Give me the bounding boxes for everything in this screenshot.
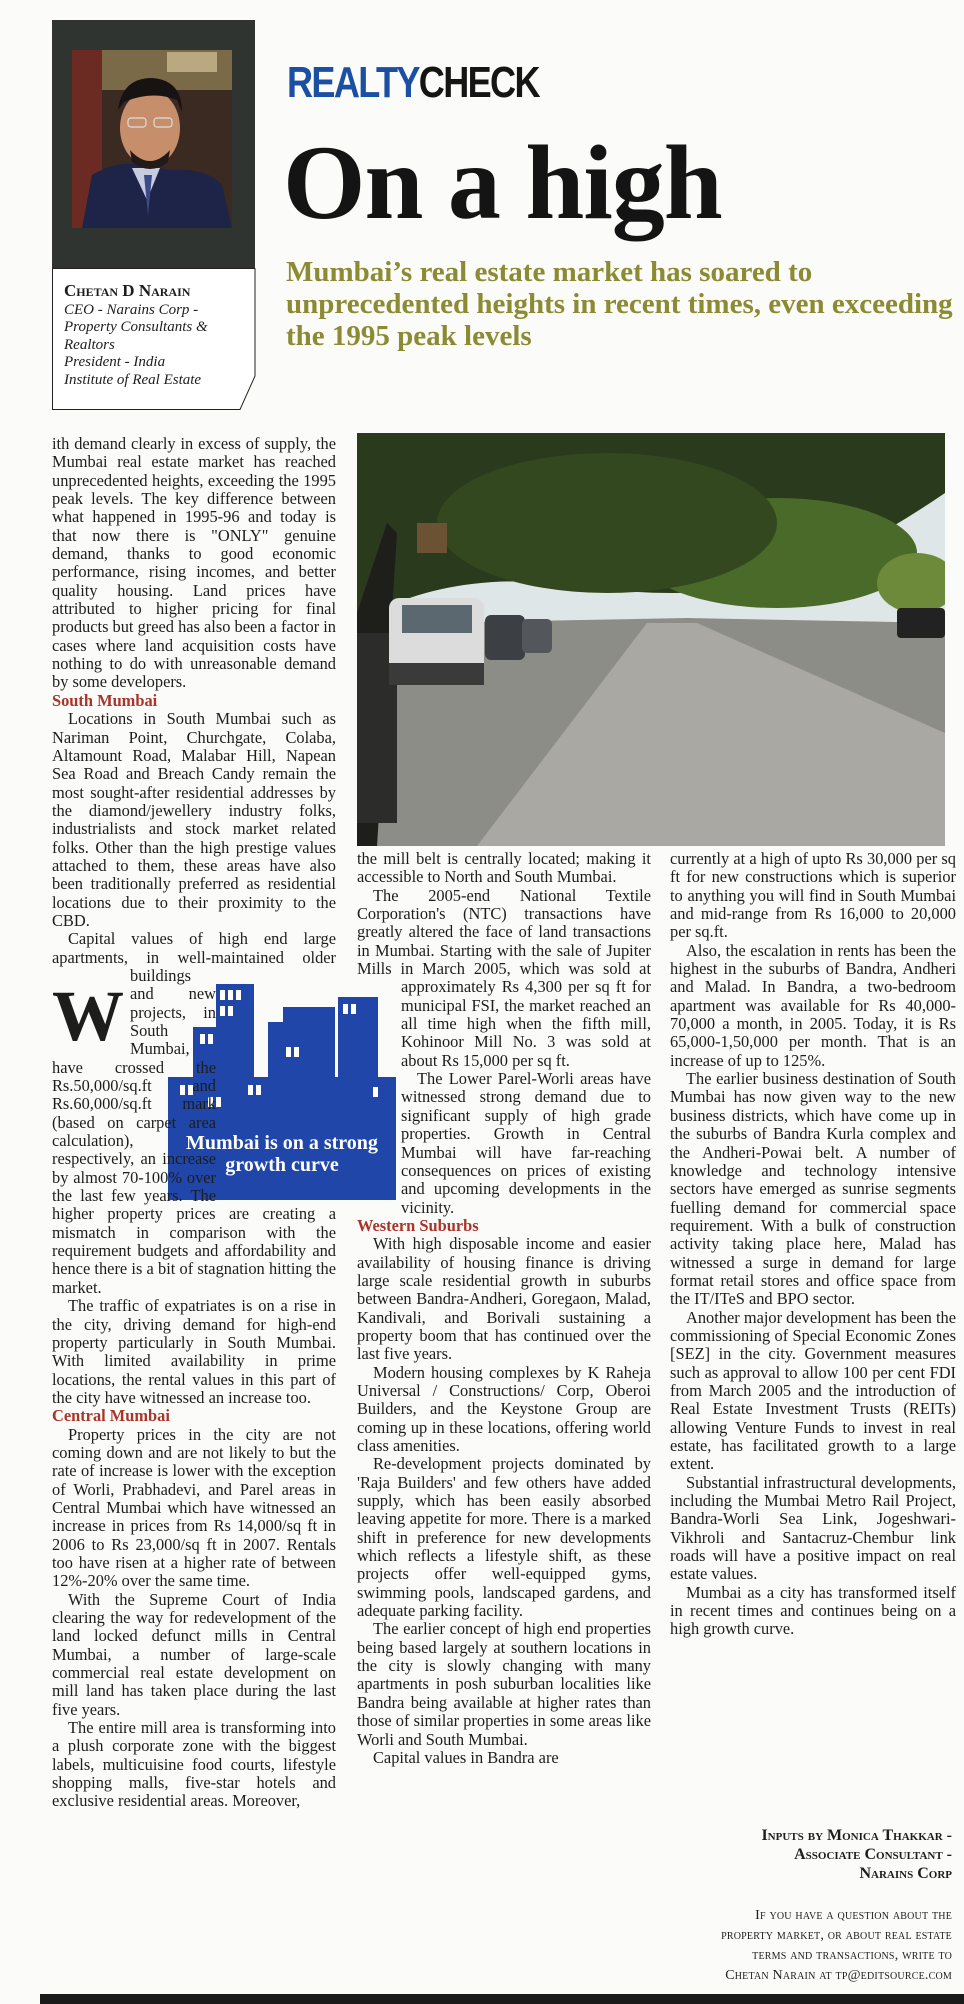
paragraph: The earlier concept of high end properties being based largely at southern locations in the city is slowly changing with many apartments in posh suburban localities like Bandra being available at higher rates than those of similar properties in some areas like Worli and South Mumbai. [357, 1619, 651, 1749]
subhead-central-mumbai: Central Mumbai [52, 1406, 170, 1426]
paragraph: Also, the escalation in rents has been the highest in the suburbs of Bandra, Andheri and Malad. In Bandra, a two-bedroom apartment was available for Rs 40,000- 70,000 a month, in 2005. Today, it is Rs 65,000-1,50,000 per month. That is an increase of up to 125%. [670, 940, 956, 1070]
credit-line: Narains Corp [859, 1865, 952, 1882]
kicker-check: CHECK [418, 58, 539, 107]
contact-line: terms and transactions, write to [752, 1948, 952, 1963]
author-caption [52, 268, 255, 410]
paragraph: With the Supreme Court of India clearing the way for redevelopment of the land locked defunct mills in Central Mumbai, a number of large-scale commercial real estate development on mill land has taken place during the last five years. [52, 1589, 336, 1719]
paragraph: The Lower Parel-Worli areas have witnessed strong demand due to significant supply of high grade properties. Growth in Central Mumbai will have far-reaching consequences on prices of existing and upcoming developments in the vicinity. [401, 1069, 651, 1217]
author-name: Chetan D Narain [64, 281, 191, 300]
paragraph: the mill belt is centrally located; making it accessible to North and South Mumbai. [357, 849, 651, 887]
subhead-south-mumbai: South Mumbai [52, 690, 158, 710]
callout-text: Mumbai is on a strong growth curve [186, 1132, 378, 1176]
inputs-credit [670, 1826, 952, 1883]
paragraph: With high disposable income and easier availability of housing finance is driving large scale residential growth in suburbs between Bandra-Andheri, Goregaon, Malad, Kandivali, and Borivali sustaining a property boom that has continued over the last five years. [357, 1234, 651, 1364]
paragraph: Mumbai as a city has transformed itself in recent times and continues being on a high growth curve. [670, 1582, 956, 1639]
paragraph: The earlier business destination of South Mumbai has now given way to the new business districts, which have come up in the suburbs of Bandra Kurla complex and the Andheri-Powai belt. A number of knowledge and technology intensive sectors have emerged as sunrise segments fuelling demand for commercial space requirement. With a bulk of construction activity taking place here, Malad has witnessed a surge in demand for large format retail stores and office space from the IT/ITeS and BPO sector. [670, 1069, 956, 1309]
deck-subtitle: Mumbai’s real estate market has soared to unprecedented heights in recent times, even exceeding the 1995 peak levels [286, 256, 953, 352]
kicker-realty: REALTY [287, 58, 419, 107]
credit-line: Inputs by Monica Thakkar - [761, 1827, 952, 1844]
author-role-line: Property Consultants & [64, 319, 208, 335]
headline: On a high [283, 124, 722, 241]
paragraph: currently at a high of upto Rs 30,000 per sq ft for new constructions which is superior to anything you will find in South Mumbai and mid-range from Rs 16,000 to 20,000 per sq.ft. [670, 849, 956, 942]
paragraph: The entire mill area is transforming into a plush corporate zone with the biggest labels, multicuisine food courts, lifestyle shopping malls, five-star hotels and exclusive residential areas. Moreover, [52, 1718, 336, 1811]
paragraph: Modern housing complexes by K Raheja Universal / Constructions/ Corp, Oberoi Builders, and the Keystone Group are coming up in these locations, offering world class amenities. [357, 1362, 651, 1455]
paragraph: The traffic of expatriates is on a rise in the city, driving demand for high-end property particularly in South Mumbai. With limited availability in prime locations, the rental values in this part of the city have witnessed an increase too. [52, 1296, 336, 1407]
street-photo [357, 433, 945, 846]
author-portrait-image [72, 50, 232, 228]
paragraph: ith demand clearly in excess of supply, the Mumbai real estate market has reached unprecedented heights, exceeding the 1995 peak levels. The key difference between what happened in 1995-96 and today is that now there is "ONLY" genuine demand, thanks to good economic performance, rising incomes, and better quality housing. Land prices have attributed to higher pricing for final products but greed has also been a factor in cases where land acquisition costs have nothing to do with unreasonable demand by some developers. [52, 434, 337, 692]
credit-line: Associate Consultant - [794, 1846, 952, 1863]
paragraph: The 2005-end National Textile Corporation's (NTC) transactions have greatly altered the face of land transactions in Mumbai. Starting with the sale of Jupiter Mills in March 2005, which was sold at approximately Rs 4,300 per sq ft for municipal FSI, the market reached an all time high when the fifth mill, Kohinoor Mill No. 3 was sold at about Rs 15,000 per sq ft. [357, 885, 651, 1070]
author-role [64, 302, 254, 390]
subhead-western-suburbs: Western Suburbs [357, 1215, 479, 1235]
paragraph: Another major development has been the commissioning of Special Economic Zones [SEZ] in the city. Government measures such as approval to allow 100 per cent FDI from March 2005 and the introduction of Real Estate Investment Trusts (REITs) allowing Venture Funds to invest in real estate, has facilitated growth to a large extent. [670, 1307, 956, 1474]
author-photo [52, 20, 255, 268]
contact-note [660, 1906, 952, 1986]
paragraph: Locations in South Mumbai such as Nariman Point, Churchgate, Colaba, Altamount Road, Malabar Hill, Napean Sea Road and Breach Candy remain the most sought-after residential addresses by the diamond/jewellery industry folks, industrialists and stock market related folks. Other than the high prestige values attached to them, these areas have also been traditionally preferred as residential locations due to their proximity to the CBD. [52, 709, 336, 930]
bottom-rule [40, 1994, 964, 2004]
author-role-line: President - India [64, 354, 166, 370]
paragraph: Capital values in Bandra are [373, 1747, 559, 1767]
section-kicker [287, 58, 539, 108]
article-column-2 [357, 850, 651, 1767]
author-role-line: CEO - Narains Corp - [64, 301, 199, 318]
contact-line: property market, or about real estate [721, 1928, 952, 1943]
article-column-3 [670, 850, 956, 1639]
paragraph: Property prices in the city are not coming down and are not likely to but the rate of increase is lower with the exception of Worli, Prabhadevi, and Parel areas in Central Mumbai which have witnessed an increase in prices from Rs 14,000/sq ft in 2006 to Rs 23,000/sq ft in 2007. Rentals too have risen at a higher rate of between 12%-20% over the same time. [52, 1424, 336, 1591]
article-column-1 [52, 435, 336, 1811]
paragraph: Re-development projects dominated by 'Raja Builders' and few others have added supply, which has been easily absorbed leaving appetite for more. There is a marked shift in preference for new developments which reflects a lifestyle shift, as these projects offer well-equipped gyms, swimming pools, landscaped gardens, and adequate parking facility. [357, 1454, 651, 1621]
paragraph: Capital values of high end large apartments, in well-maintained older buildings and new projects, in South Mumbai, have crossed the Rs.50,000/sq.ft and Rs.60,000/sq.ft mark (based on carpet area calculation), respectively, an increase by almost 70-100% over the last few years. The higher property prices are creating a mismatch in comparison with the requirement budgets and affordability and hence there is a bit of stagnation hitting the market. [52, 929, 336, 1297]
author-role-line: Institute of Real Estate [64, 371, 202, 388]
dropcap: W [52, 976, 124, 1056]
contact-email-line: Chetan Narain at tp@editsource.com [725, 1968, 952, 1983]
paragraph: Substantial infrastructural developments, including the Mumbai Metro Rail Project, Bandra-Worli Sea Link, Jogeshwari-Vikhroli and Santacruz-Chembur link roads will have a positive impact on real estate values. [670, 1472, 956, 1584]
author-role-line: Realtors [64, 336, 115, 353]
contact-line: If you have a question about the [755, 1908, 952, 1923]
